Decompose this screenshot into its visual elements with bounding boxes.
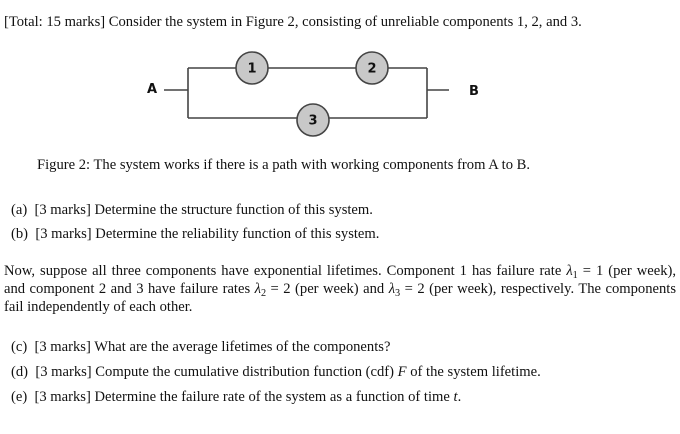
question-text: [3 marks] Determine the structure function of this system. (34, 202, 373, 218)
question-label: (e) (11, 389, 28, 405)
lambda-1-subscript: 1 (572, 270, 578, 281)
question-d (11, 363, 541, 381)
lambda-3-symbol: λ (388, 281, 396, 297)
question-text: [3 marks] Determine the reliability function of this system. (35, 226, 380, 242)
figure-caption: Figure 2: The system works if there is a path with working components from A to B. (37, 157, 531, 173)
lambda-2-symbol: λ (254, 281, 261, 297)
cdf-symbol: F (397, 364, 407, 380)
para-text-4: (per week), respectively. The components fail independently of each other. (4, 281, 677, 315)
question-label: (d) (11, 364, 29, 380)
time-symbol: t (453, 389, 458, 405)
component-1-node (236, 52, 268, 84)
question-a (11, 201, 373, 219)
question-e (11, 388, 461, 406)
question-text-end: . (457, 389, 462, 405)
question-text: [3 marks] Determine the failure rate of the system as a function of time (34, 389, 454, 405)
question-text: [3 marks] Compute the cumulative distribution function (cdf) (35, 364, 398, 380)
question-text-end: of the system lifetime. (406, 364, 541, 380)
question-text: [3 marks] What are the average lifetimes of the components? (34, 339, 391, 355)
problem-intro: [Total: 15 marks] Consider the system in Figure 2, consisting of unreliable components 1, 2, and 3. (4, 14, 582, 30)
question-label: (b) (11, 226, 29, 242)
component-1-label: 1 (247, 61, 257, 77)
question-c (11, 338, 390, 356)
terminal-a-label: A (147, 82, 158, 97)
para-text-2: (per week), and component 2 and 3 have failure rates (4, 263, 677, 297)
question-label: (a) (11, 202, 28, 218)
para-text-1: Now, suppose all three components have exponential lifetimes. Component 1 has failure rate (4, 263, 567, 279)
rates-paragraph (4, 262, 676, 316)
lambda-2-subscript: 2 (260, 288, 267, 299)
component-3-node (297, 104, 329, 136)
lambda-1-symbol: λ (566, 263, 573, 279)
component-3-label: 3 (308, 113, 318, 129)
para-text-3: (per week) and (290, 281, 389, 297)
component-2-label: 2 (367, 61, 377, 77)
lambda-3-subscript: 3 (395, 288, 401, 299)
question-label: (c) (11, 339, 28, 355)
series-parallel-diagram (0, 0, 680, 150)
lambda-3-value: = 2 (400, 281, 425, 297)
question-b (11, 225, 379, 243)
terminal-b-label: B (469, 84, 479, 99)
lambda-1-value: = 1 (577, 263, 604, 279)
lambda-2-value: = 2 (266, 281, 291, 297)
component-2-node (356, 52, 388, 84)
